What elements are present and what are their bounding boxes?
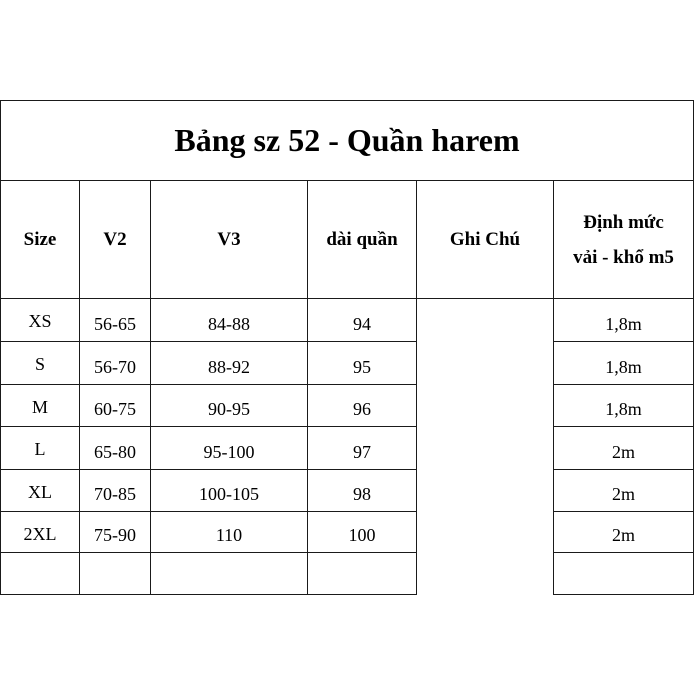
v3-cell: 88-92 <box>151 342 308 385</box>
empty-cell <box>80 553 151 595</box>
size-cell: 2XL <box>0 512 80 553</box>
v3-cell: 110 <box>151 512 308 553</box>
size-cell: L <box>0 427 80 470</box>
header-length: dài quần <box>308 181 417 299</box>
empty-cell <box>308 553 417 595</box>
size-cell: XL <box>0 470 80 512</box>
empty-cell <box>151 553 308 595</box>
length-cell: 96 <box>308 385 417 427</box>
note-cell-merged <box>417 299 554 595</box>
header-fabric <box>554 181 694 299</box>
length-cell: 94 <box>308 299 417 342</box>
empty-cell <box>554 553 694 595</box>
length-cell: 100 <box>308 512 417 553</box>
fabric-cell: 1,8m <box>554 299 694 342</box>
fabric-cell: 2m <box>554 470 694 512</box>
header-size: Size <box>0 181 80 299</box>
v3-cell: 84-88 <box>151 299 308 342</box>
fabric-cell: 2m <box>554 512 694 553</box>
v2-cell: 65-80 <box>80 427 151 470</box>
v2-cell: 60-75 <box>80 385 151 427</box>
fabric-cell: 2m <box>554 427 694 470</box>
fabric-cell: 1,8m <box>554 385 694 427</box>
v2-cell: 75-90 <box>80 512 151 553</box>
size-cell: S <box>0 342 80 385</box>
v2-cell: 70-85 <box>80 470 151 512</box>
size-cell: M <box>0 385 80 427</box>
size-cell: XS <box>0 299 80 342</box>
empty-cell <box>0 553 80 595</box>
header-note: Ghi Chú <box>417 181 554 299</box>
length-cell: 98 <box>308 470 417 512</box>
v2-cell: 56-65 <box>80 299 151 342</box>
header-v3: V3 <box>151 181 308 299</box>
page-title: Bảng sz 52 - Quần harem <box>0 100 694 181</box>
length-cell: 97 <box>308 427 417 470</box>
header-v2: V2 <box>80 181 151 299</box>
v2-cell: 56-70 <box>80 342 151 385</box>
header-fabric-line-1: Định mức <box>583 211 664 233</box>
v3-cell: 100-105 <box>151 470 308 512</box>
v3-cell: 95-100 <box>151 427 308 470</box>
fabric-cell: 1,8m <box>554 342 694 385</box>
header-fabric-line-2: vải - khổ m5 <box>573 246 674 268</box>
v3-cell: 90-95 <box>151 385 308 427</box>
length-cell: 95 <box>308 342 417 385</box>
